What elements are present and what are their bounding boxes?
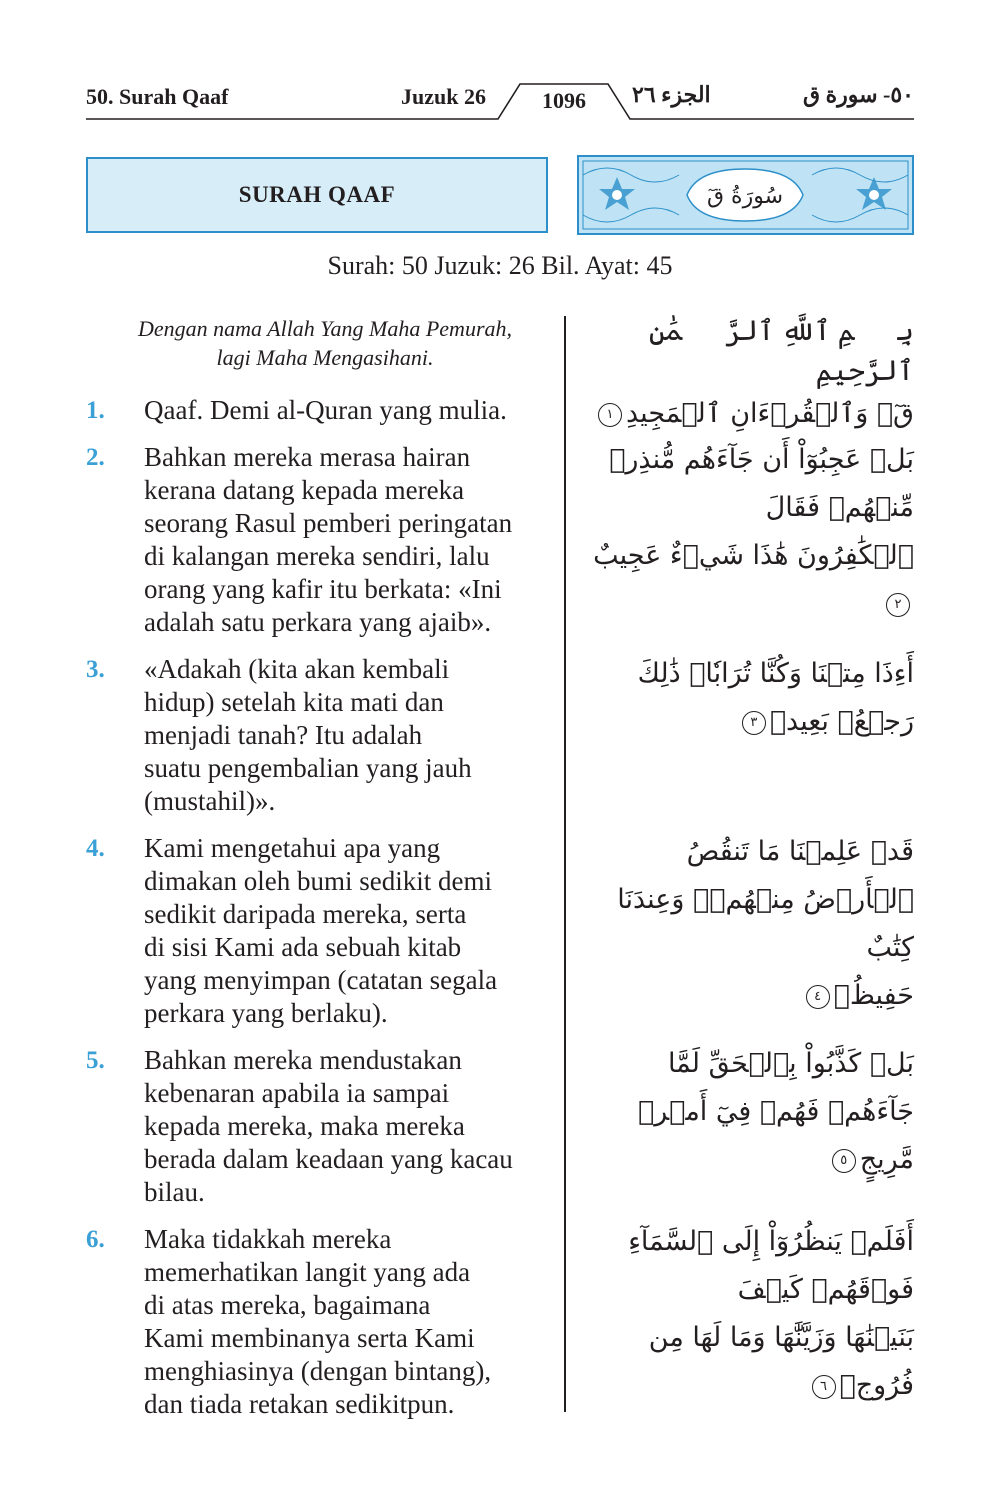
verse-translation	[144, 832, 562, 1030]
column-divider	[564, 316, 566, 1412]
verse-line: kerana datang kepada mereka	[144, 475, 465, 505]
verse-line: Kami mengetahui apa yang	[144, 833, 441, 863]
verse-translation	[144, 441, 562, 639]
ayah-end-marker: ٥	[832, 1149, 856, 1173]
page-header	[86, 78, 914, 120]
header-juzuk: Juzuk 26	[401, 84, 486, 109]
verse-6-arabic	[580, 1218, 914, 1410]
verse-line: «Adakah (kita akan kembali	[144, 654, 450, 684]
verse-line: kebenaran apabila ia sampai	[144, 1078, 450, 1108]
arabic-line: بَلۡ عَجِبُوٓاْ أَن جَآءَهُم مُّنذِرٞ مِّنۡهُمۡ فَقَالَ	[609, 444, 914, 523]
verse-line: di sisi Kami ada sebuah kitab	[144, 932, 462, 962]
ayah-end-marker: ١	[598, 403, 622, 427]
verse-line: Kami membinanya serta Kami	[144, 1323, 475, 1353]
verse-line: sedikit daripada mereka, serta	[144, 899, 467, 929]
arabic-line: ٱلۡكَٰفِرُونَ هَٰذَا شَيۡءٌ عَجِيبٌ٢	[580, 532, 914, 628]
ornament-label: سُورَةُ قٓ	[706, 184, 784, 209]
verse-line: hidup) setelah kita mati dan	[144, 687, 444, 717]
verse-line: suatu pengembalian yang jauh	[144, 753, 472, 783]
verse-number: 5.	[86, 1047, 105, 1074]
ayah-end-marker: ٣	[742, 711, 766, 735]
verse-line: dan tiada retakan sedikitpun.	[144, 1389, 455, 1419]
surah-ornament	[577, 155, 914, 235]
ayah-end-marker: ٦	[812, 1375, 836, 1399]
arabic-line: قٓۚ وَٱلۡقُرۡءَانِ ٱلۡمَجِيدِ١	[580, 390, 914, 438]
ayah-end-marker: ٤	[806, 985, 830, 1009]
verse-line: kepada mereka, maka mereka	[144, 1111, 465, 1141]
verse-line: di kalangan mereka sendiri, lalu	[144, 541, 490, 571]
basmala-line: lagi Maha Mengasihani.	[216, 345, 434, 370]
ayah-end-marker: ٢	[886, 593, 910, 617]
header-surah-arabic: ٥٠- سورة ق	[803, 82, 914, 107]
verse-translation	[144, 653, 562, 818]
verse-line: yang menyimpan (catatan segala	[144, 965, 498, 995]
verse-translation	[144, 1044, 562, 1209]
verse-line: berada dalam keadaan yang kacau	[144, 1144, 513, 1174]
verse-number: 3.	[86, 656, 105, 683]
verse-translation	[144, 1223, 562, 1421]
arabic-line: بَلۡ كَذَّبُواْ بِٱلۡحَقِّ لَمَّا جَآءَهُمۡ فَهُمۡ فِيٓ أَمۡرٖ	[638, 1048, 914, 1127]
header-juzuk-arabic: الجزء ٢٦	[632, 82, 711, 107]
verse-line: memerhatikan langit yang ada	[144, 1257, 471, 1287]
arabic-line: حَفِيظُۢ٤	[580, 972, 914, 1020]
verse-line: Bahkan mereka merasa hairan	[144, 442, 471, 472]
verse-line: menjadi tanah? Itu adalah	[144, 720, 423, 750]
basmala-arabic: بِسۡمِ ٱللَّهِ ٱلرَّحۡمَٰنِ ٱلرَّحِيمِ	[648, 316, 914, 387]
verse-number: 2.	[86, 444, 105, 471]
verse-4-arabic	[580, 828, 914, 1020]
arabic-line: مَّرِيجٍ٥	[580, 1136, 914, 1184]
arabic-line: أَءِذَا مِتۡنَا وَكُنَّا تُرَابٗاۖ ذَٰلِكَ رَجۡعُۢ بَعِيدٞ٣	[637, 658, 914, 737]
arabic-line: قَدۡ عَلِمۡنَا مَا تَنقُصُ ٱلۡأَرۡضُ مِنۡهُمۡۖ وَعِندَنَا كِتَٰبٌ	[617, 836, 914, 963]
header-surah-name: 50. Surah Qaaf	[86, 84, 229, 109]
verse-line: bilau.	[144, 1177, 205, 1207]
verse-line: orang yang kafir itu berkata: «Ini	[144, 574, 502, 604]
verse-2-arabic	[580, 436, 914, 628]
verse-number: 6.	[86, 1226, 105, 1253]
verse-line: seorang Rasul pemberi peringatan	[144, 508, 513, 538]
verse-line: Qaaf. Demi al-Quran yang mulia.	[144, 395, 507, 425]
verse-3-arabic	[580, 650, 914, 746]
verse-line: di atas mereka, bagaimana	[144, 1290, 431, 1320]
verse-line: Maka tidakkah mereka	[144, 1224, 392, 1254]
surah-title: SURAH QAAF	[238, 182, 396, 207]
verse-number: 1.	[86, 397, 105, 424]
verse-line: adalah satu perkara yang ajaib».	[144, 607, 492, 637]
surah-meta: Surah: 50 Juzuk: 26 Bil. Ayat: 45	[327, 251, 673, 280]
verse-1-arabic	[580, 390, 914, 438]
verse-line: perkara yang berlaku).	[144, 998, 388, 1028]
verse-line: Bahkan mereka mendustakan	[144, 1045, 462, 1075]
verse-line: menghiasinya (dengan bintang),	[144, 1356, 492, 1386]
verse-line: dimakan oleh bumi sedikit demi	[144, 866, 492, 896]
verse-number: 4.	[86, 835, 105, 862]
verse-translation	[144, 394, 562, 427]
verse-5-arabic	[580, 1040, 914, 1184]
arabic-line: أَفَلَمۡ يَنظُرُوٓاْ إِلَى ٱلسَّمَآءِ فَوۡقَهُمۡ كَيۡفَ	[628, 1226, 914, 1305]
verse-line: (mustahil)».	[144, 786, 276, 816]
basmala-line: Dengan nama Allah Yang Maha Pemurah,	[138, 316, 512, 341]
basmala-translation	[86, 314, 564, 372]
arabic-line: بَنَيۡنَٰهَا وَزَيَّنَّٰهَا وَمَا لَهَا مِن فُرُوجٖ٦	[648, 1322, 914, 1401]
surah-title-box	[86, 157, 548, 233]
page-number: 1096	[542, 88, 586, 113]
